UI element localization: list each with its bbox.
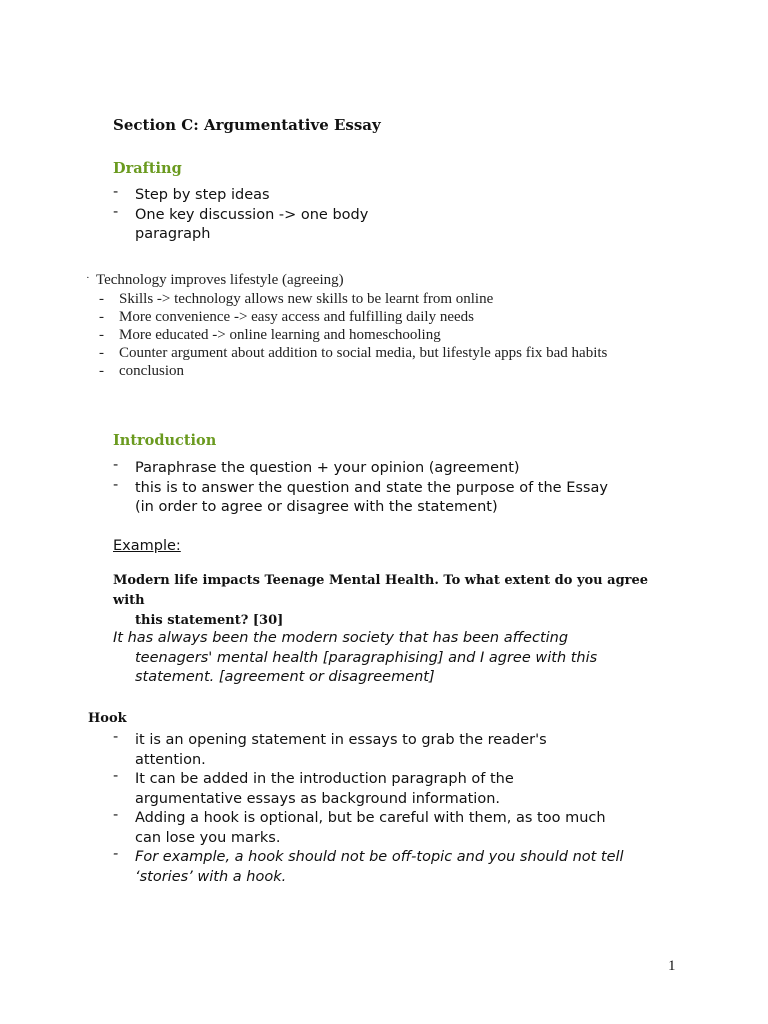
dash-marker: - [99, 345, 104, 361]
section-title: Section C: Argumentative Essay [113, 116, 381, 134]
dash-marker: - [113, 807, 119, 823]
dash-marker: - [99, 327, 104, 343]
dash-marker: - [99, 291, 104, 307]
list-item: - Paraphrase the question + your opinion (agreement) [113, 457, 520, 476]
dash-marker: - [113, 184, 119, 200]
hook-list [113, 731, 673, 887]
dash-marker: - [113, 846, 119, 862]
drafting-heading: Drafting [113, 160, 182, 177]
list-item: - conclusion [99, 363, 184, 379]
page-number: 1 [668, 958, 676, 974]
list-item: - For example, a hook should not be off-topic and you should not tell ‘stories’ with a hook. [113, 846, 624, 885]
list-item: - Counter argument about addition to social media, but lifestyle apps fix bad habits [99, 345, 608, 361]
dash-marker: - [113, 768, 119, 784]
scanned-outline [86, 271, 686, 380]
introduction-heading: Introduction [113, 432, 217, 449]
dash-marker: - [99, 363, 104, 379]
dash-marker: - [113, 203, 119, 220]
dash-marker: - [113, 476, 119, 493]
dash-marker: - [99, 309, 104, 325]
list-item-continuation: paragraph [135, 226, 211, 242]
list-item: - Step by step ideas [113, 184, 270, 203]
list-item: - More educated -> online learning and homeschooling [99, 327, 441, 343]
list-item: - Skills -> technology allows new skills to be learnt from online [99, 291, 494, 307]
example-question: Modern life impacts Teenage Mental Health. To what extent do you agree with this statement? [30] [113, 573, 649, 628]
scan-heading: · Technology improves lifestyle (agreeing) [86, 271, 686, 290]
list-item: - this is to answer the question and state the purpose of the Essay [113, 476, 608, 496]
introduction-list [113, 459, 713, 518]
list-item: - More convenience -> easy access and fulfilling daily needs [99, 309, 474, 325]
list-item: - It can be added in the introduction paragraph of the argumentative essays as background information. [113, 768, 514, 807]
drafting-list [113, 186, 673, 245]
bullet-marker: · [86, 272, 90, 284]
dash-marker: - [113, 729, 119, 745]
list-item: - Adding a hook is optional, but be careful with them, as too much can lose you marks. [113, 807, 606, 846]
dash-marker: - [113, 457, 119, 473]
list-item: - One key discussion -> one body [113, 203, 369, 223]
example-answer: It has always been the modern society that has been affecting teenagers' mental health [paragraphising] and I agree with this statement. [agreement or disagreement] [113, 630, 598, 685]
example-label: Example: [113, 538, 181, 554]
list-item-continuation: (in order to agree or disagree with the statement) [135, 499, 498, 515]
hook-heading: Hook [88, 711, 127, 726]
list-item: - it is an opening statement in essays to grab the reader's attention. [113, 729, 547, 768]
